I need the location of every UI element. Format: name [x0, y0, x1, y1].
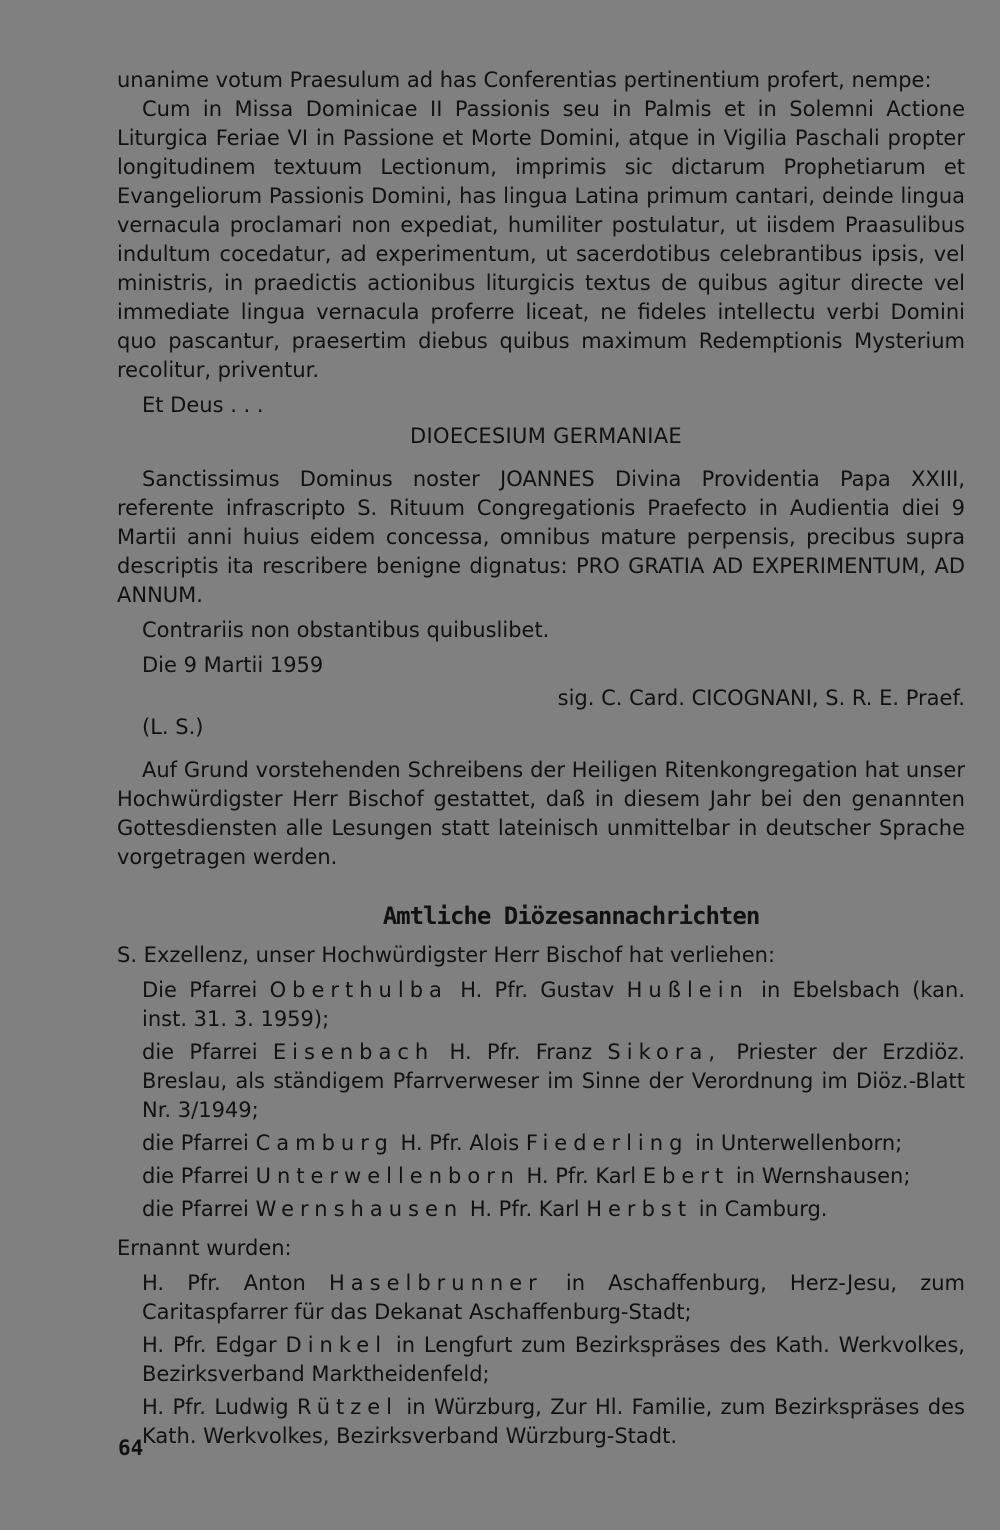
list-item	[142, 1129, 965, 1158]
list-item	[142, 1162, 965, 1191]
item-suffix: Priester der Erzdiöz. Breslau, als ständigem Pfarrverweser im Sinne der Verordnung im Diöz.-Blatt Nr. 3/1949;	[142, 1040, 965, 1122]
item-title: H. Pfr. Franz	[449, 1040, 593, 1064]
item-suffix: in Würzburg, Zur Hl. Familie, zum Bezirkspräses des Kath. Werkvolkes, Bezirksverband Würzburg-Stadt.	[142, 1395, 965, 1448]
item-suffix: in Ebelsbach (kan. inst. 31. 3. 1959);	[142, 978, 965, 1031]
person-name: Herbst	[586, 1197, 693, 1221]
ernannt-list	[117, 1269, 965, 1451]
item-suffix: in Aschaffenburg, Herz-Jesu, zum Caritaspfarrer für das Dekanat Aschaffenburg-Stadt;	[142, 1271, 965, 1324]
item-suffix: in Unterwellenborn;	[695, 1131, 903, 1155]
item-title: H. Pfr. Alois	[400, 1131, 520, 1155]
item-suffix: in Lengfurt zum Bezirkspräses des Kath. Werkvolkes, Bezirksverband Marktheidenfeld;	[142, 1333, 965, 1386]
item-suffix: in Camburg.	[698, 1197, 828, 1221]
item-prefix: die Pfarrei	[142, 1040, 258, 1064]
item-title: H. Pfr. Edgar	[142, 1333, 277, 1357]
signature-row	[117, 684, 965, 713]
ernannt-intro: Ernannt wurden:	[117, 1236, 292, 1260]
rescript-paragraph: Sanctissimus Dominus noster JOANNES Divina Providentia Papa XXIII, referente infrascripto S. Rituum Congregationis Praefecto in Audientia diei 9 Martii anni huius eidem concessa, omnibus mature perpensis, precibus supra descriptis ita rescribere benigne dignatus: PRO GRATIA AD EXPERIMENTUM, AD ANNUM.	[117, 467, 965, 607]
person-name: Sikora,	[607, 1040, 722, 1064]
person-name: Haselbrunner	[328, 1271, 543, 1295]
petition-first-line: unanime votum Praesulum ad has Conferentias pertinentium profert, nempe:	[117, 68, 932, 92]
person-name: Hußlein	[626, 978, 749, 1002]
person-name: Ebert	[642, 1164, 730, 1188]
parish-name: Camburg	[255, 1131, 394, 1155]
item-title: H. Pfr. Karl	[469, 1197, 580, 1221]
parish-name: Eisenbach	[272, 1040, 435, 1064]
item-prefix: Die Pfarrei	[142, 978, 258, 1002]
german-note-paragraph: Auf Grund vorstehenden Schreibens der Heiligen Ritenkongregation hat unser Hochwürdigster Herr Bischof gestattet, daß in diesem Jahr bei den genannten Gottesdiensten alle Lesungen statt lateinisch unmittelbar in deutscher Sprache vorgetragen werden.	[117, 758, 965, 869]
contrariis-line: Contrariis non obstantibus quibuslibet.	[142, 618, 550, 642]
list-item	[142, 1038, 965, 1125]
verliehen-list	[117, 976, 965, 1224]
item-prefix: die Pfarrei	[142, 1164, 249, 1188]
list-item	[142, 1331, 965, 1389]
dioeceses-heading: DIOECESIUM GERMANIAE	[410, 424, 682, 448]
list-item	[142, 976, 965, 1034]
seal-mark: (L. S.)	[142, 715, 204, 739]
section-heading: Amtliche Diözesannachrichten	[382, 902, 760, 930]
person-name: Dinkel	[285, 1333, 388, 1357]
list-item	[142, 1393, 965, 1451]
item-prefix: die Pfarrei	[142, 1131, 249, 1155]
person-name: Rützel	[297, 1395, 399, 1419]
item-title: H. Pfr. Anton	[142, 1271, 306, 1295]
et-deus-line: Et Deus . . .	[142, 393, 264, 417]
verliehen-intro: S. Exzellenz, unser Hochwürdigster Herr Bischof hat verliehen:	[117, 943, 776, 967]
list-item	[142, 1195, 965, 1224]
person-name: Fiederling	[525, 1131, 689, 1155]
parish-name: Wernshausen	[255, 1197, 464, 1221]
list-item	[142, 1269, 965, 1327]
page-number: 64	[118, 1436, 144, 1460]
item-prefix: die Pfarrei	[142, 1197, 249, 1221]
signature: sig. C. Card. CICOGNANI, S. R. E. Praef.	[557, 686, 965, 710]
item-suffix: in Wernshausen;	[735, 1164, 911, 1188]
parish-name: Oberthulba	[269, 978, 448, 1002]
item-title: H. Pfr. Gustav	[460, 978, 615, 1002]
item-title: H. Pfr. Karl	[526, 1164, 637, 1188]
petition-paragraph: Cum in Missa Dominicae II Passionis seu in Palmis et in Solemni Actione Liturgica Feriae VI in Passione et Morte Domini, atque in Vigilia Paschali propter longitudinem textuum Lectionum, imprimis sic dictarum Prophetiarum et Evangeliorum Passionis Domini, has lingua Latina primum cantari, deinde lingua vernacula proclamari non expediat, humiliter postulatur, ut iisdem Praasulibus indultum cocedatur, ad experimentum, ut sacerdotibus celebrantibus ipsis, vel ministris, in praedictis actionibus liturgicis textus de quibus agitur directe vel immediate lingua vernacula proferre liceat, ne fideles intellectu verbi Domini quo pascantur, praesertim diebus quibus maximum Redemptionis Mysterium recolitur, priventur.	[117, 97, 965, 382]
date-line: Die 9 Martii 1959	[142, 653, 324, 677]
document-page	[117, 66, 965, 1451]
parish-name: Unterwellenborn	[255, 1164, 520, 1188]
item-title: H. Pfr. Ludwig	[142, 1395, 289, 1419]
